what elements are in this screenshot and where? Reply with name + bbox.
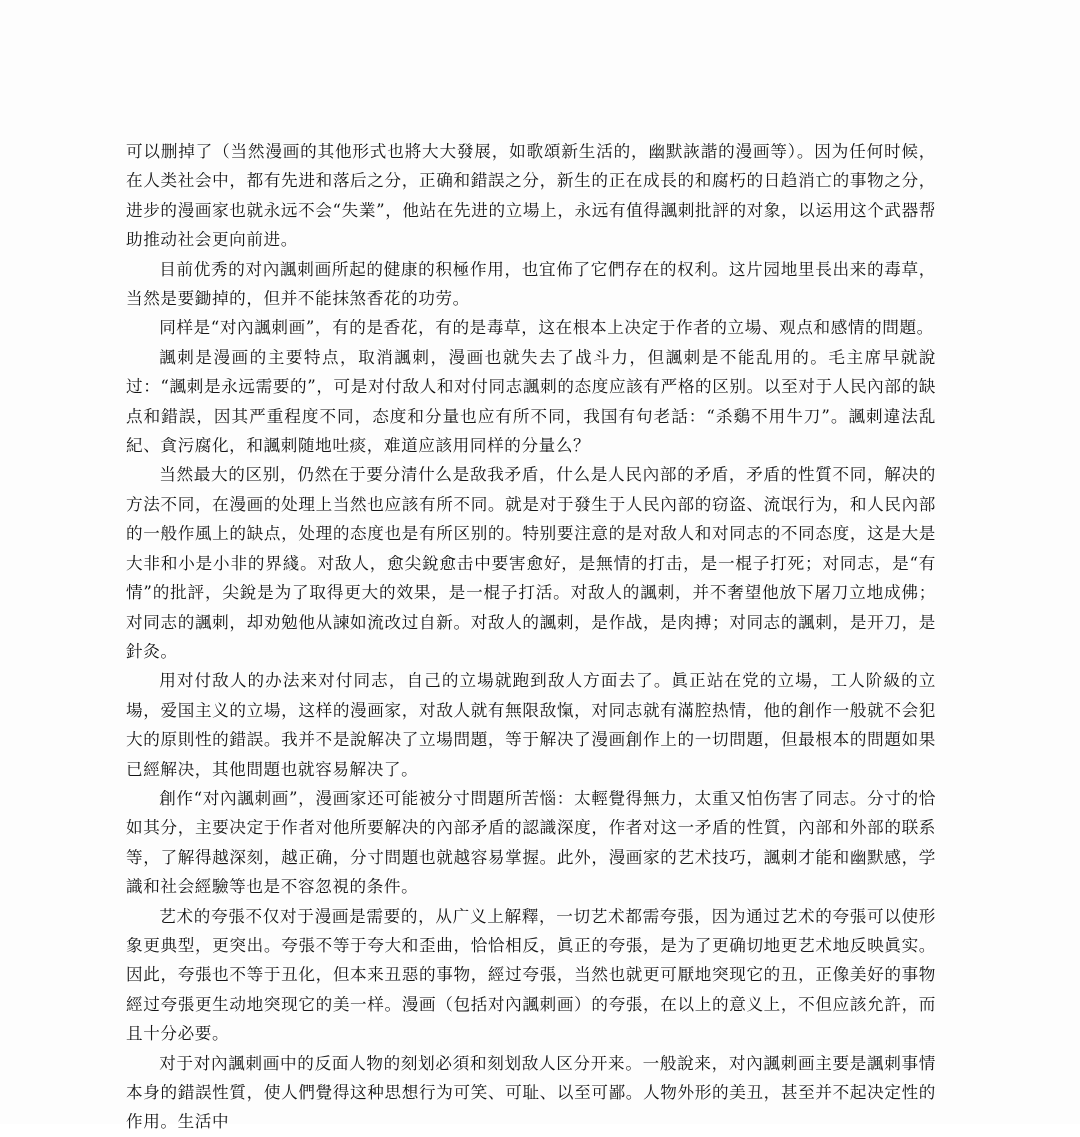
article-body — [126, 137, 936, 1137]
paragraph-3: 同样是“对內諷刺画”，有的是香花，有的是毒草，这在根本上决定于作者的立場、观点和感情的問題。 — [159, 318, 934, 338]
paragraph-9: 对于对內諷刺画中的反面人物的刻划必須和刻划敌人区分开来。一般說来，对內諷刺画主要是諷刺事情本身的錯誤性質，使人們覺得这种思想行为可笑、可耻、以至可鄙。人物外形的美丑，甚至并不起决定性的作用。生活中 — [126, 1053, 936, 1132]
paragraph-4: 諷刺是漫画的主要特点，取消諷刺，漫画也就失去了战斗力，但諷刺是不能乱用的。毛主席早就說过：“諷刺是永远需要的”，可是对付敌人和对付同志諷刺的态度应該有严格的区别。以至对于人民內部的缺点和錯誤，因其严重程度不同，态度和分量也应有所不同，我国有句老話：“杀鷄不用牛刀”。諷刺違法乱紀、貪污腐化，和諷刺随地吐痰，难道应該用同样的分量么？ — [126, 347, 936, 456]
paragraph-6: 用对付敌人的办法来对付同志，自己的立場就跑到敌人方面去了。眞正站在党的立場，工人阶級的立場，爱国主义的立場，这样的漫画家，对敌人就有無限敌愾，对同志就有滿腔热情，他的創作一般就不会犯大的原則性的錯誤。我并不是說解决了立場問題，等于解决了漫画創作上的一切問題，但最根本的問題如果已經解决，其他問題也就容易解决了。 — [126, 671, 936, 779]
paragraph-7: 創作“对內諷刺画”，漫画家还可能被分寸問題所苦惱：太輕覺得無力，太重又怕伤害了同志。分寸的恰如其分，主要决定于作者对他所要解决的內部矛盾的認識深度，作者对这一矛盾的性質，內部和外部的联系等，了解得越深刻，越正确，分寸問題也就越容易掌握。此外，漫画家的艺术技巧，諷刺才能和幽默感，学識和社会經驗等也是不容忽視的条件。 — [126, 788, 936, 897]
paragraph-1: 可以删掉了（当然漫画的其他形式也將大大發展，如歌頌新生活的，幽默詼諧的漫画等）。因为任何时候，在人类社会中，都有先进和落后之分，正确和錯誤之分，新生的正在成長的和腐朽的日趋消亡的事物之分，进步的漫画家也就永远不会“失業”，他站在先进的立場上，永远有值得諷刺批評的对象，以运用这个武器帮助推动社会更向前进。 — [126, 142, 936, 250]
paragraph-2: 目前优秀的对內諷刺画所起的健康的积極作用，也宜佈了它們存在的权利。这片园地里長出来的毒草，当然是要鋤掉的，但并不能抹煞香花的功劳。 — [126, 259, 936, 309]
paragraph-8: 艺术的夸張不仅对于漫画是需要的，从广义上解釋，一切艺术都需夸張，因为通过艺术的夸張可以使形象更典型，更突出。夸張不等于夸大和歪曲，恰恰相反，眞正的夸張，是为了更确切地更艺术地反映眞实。因此，夸張也不等于丑化，但本来丑惡的事物，經过夸張，当然也就更可厭地突现它的丑，正像美好的事物經过夸張更生动地突现它的美一样。漫画（包括对內諷刺画）的夸張，在以上的意义上，不但应該允許，而且十分必要。 — [126, 906, 936, 1044]
paragraph-5: 当然最大的区别，仍然在于要分清什么是敌我矛盾，什么是人民內部的矛盾，矛盾的性質不同，解决的方法不同，在漫画的处理上当然也应該有所不同。就是对于發生于人民內部的窃盗、流氓行为，和人民內部的一般作風上的缺点，处理的态度也是有所区别的。特别要注意的是对敌人和对同志的不同态度，这是大是大非和小是小非的界綫。对敌人，愈尖銳愈击中要害愈好，是無情的打击，是一棍子打死；对同志，是“有情”的批評，尖銳是为了取得更大的效果，是一棍子打活。对敌人的諷刺，并不奢望他放下屠刀立地成佛；对同志的諷刺，却劝勉他从諫如流改过自新。对敌人的諷刺，是作战，是肉搏；对同志的諷刺，是开刀，是針灸。 — [126, 465, 936, 661]
